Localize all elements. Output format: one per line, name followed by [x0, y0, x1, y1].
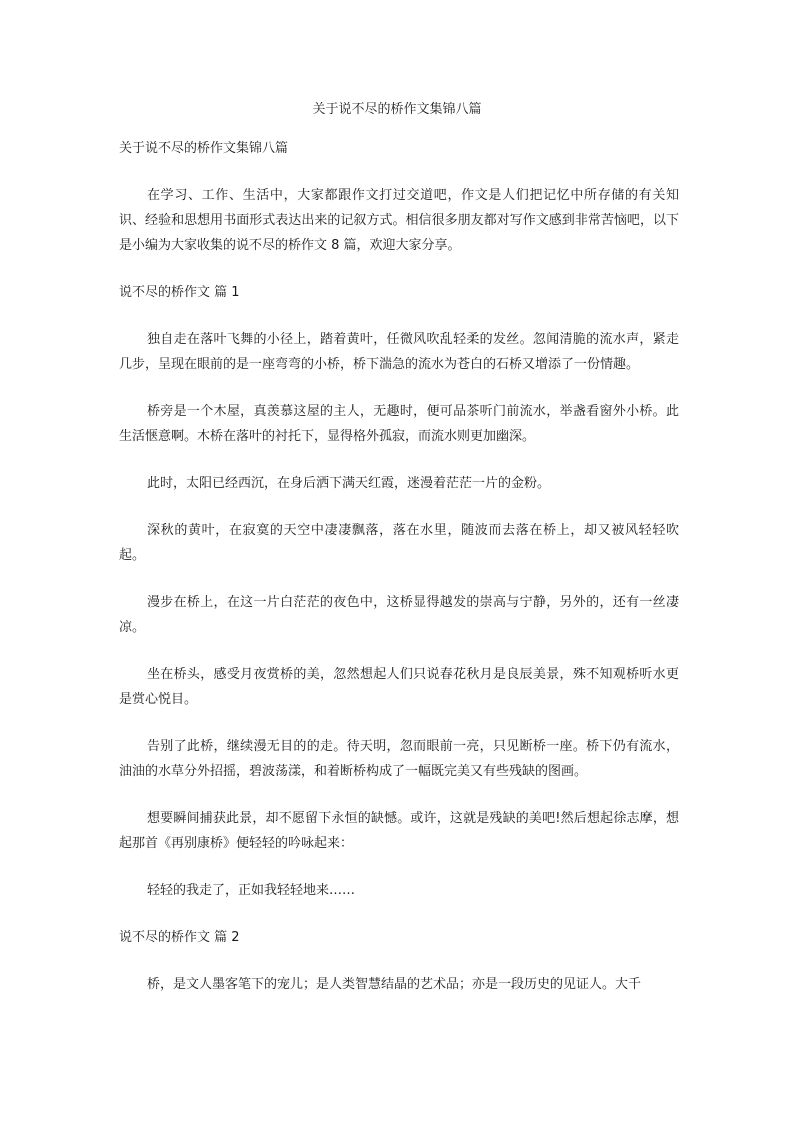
section-1-paragraph: 桥旁是一个木屋，真羡慕这屋的主人，无趣时，便可品茶听门前流水，举盏看窗外小桥。此生活惬意啊。木桥在落叶的衬托下，显得格外孤寂，而流水则更加幽深。 [119, 404, 679, 444]
document-subtitle: 关于说不尽的桥作文集锦八篇 [119, 141, 289, 156]
section-1-paragraph: 轻轻的我走了，正如我轻轻地来…… [147, 883, 356, 898]
section-1-paragraph: 漫步在桥上，在这一片白茫茫的夜色中，这桥显得越发的崇高与宁静，另外的，还有一丝凄凉。 [119, 595, 679, 635]
document-body [119, 136, 679, 997]
section-1-paragraph: 深秋的黄叶，在寂寞的天空中凄凄飘落，落在水里，随波而去落在桥上，却又被风轻轻吹起。 [119, 523, 679, 563]
section-1-paragraph: 想要瞬间捕获此景，却不愿留下永恒的缺憾。或许，这就是残缺的美吧!然后想起徐志摩，想起那首《再别康桥》便轻轻的吟咏起来： [119, 811, 679, 851]
document-title: 关于说不尽的桥作文集锦八篇 [312, 102, 482, 117]
section-1-paragraph: 独自走在落叶飞舞的小径上，踏着黄叶，任微风吹乱轻柔的发丝。忽闻清脆的流水声，紧走几步，呈现在眼前的是一座弯弯的小桥，桥下湍急的流水为苍白的石桥又增添了一份情趣。 [119, 332, 679, 372]
section-1-paragraph: 告别了此桥，继续漫无目的的走。待天明，忽而眼前一亮，只见断桥一座。桥下仍有流水，油油的水草分外招摇，碧波荡漾，和着断桥构成了一幅既完美又有些残缺的图画。 [119, 739, 679, 779]
section-2-paragraph: 桥，是文人墨客笔下的宠儿；是人类智慧结晶的艺术品；亦是一段历史的见证人。大千 [147, 977, 642, 992]
section-1-paragraph: 此时，太阳已经西沉，在身后洒下满天红霞，迷漫着茫茫一片的金粉。 [147, 476, 551, 491]
section-heading-1: 说不尽的桥作文 篇 1 [119, 285, 240, 300]
intro-paragraph: 在学习、工作、生活中，大家都跟作文打过交道吧，作文是人们把记忆中所存储的有关知识、经验和思想用书面形式表达出来的记叙方式。相信很多朋友都对写作文感到非常苦恼吧，以下是小编为大家收集的说不尽的桥作文 8 篇，欢迎大家分享。 [119, 188, 679, 253]
section-heading-2: 说不尽的桥作文 篇 2 [119, 930, 240, 945]
section-1-paragraph: 坐在桥头，感受月夜赏桥的美，忽然想起人们只说春花秋月是良辰美景，殊不知观桥听水更是赏心悦目。 [119, 667, 679, 707]
